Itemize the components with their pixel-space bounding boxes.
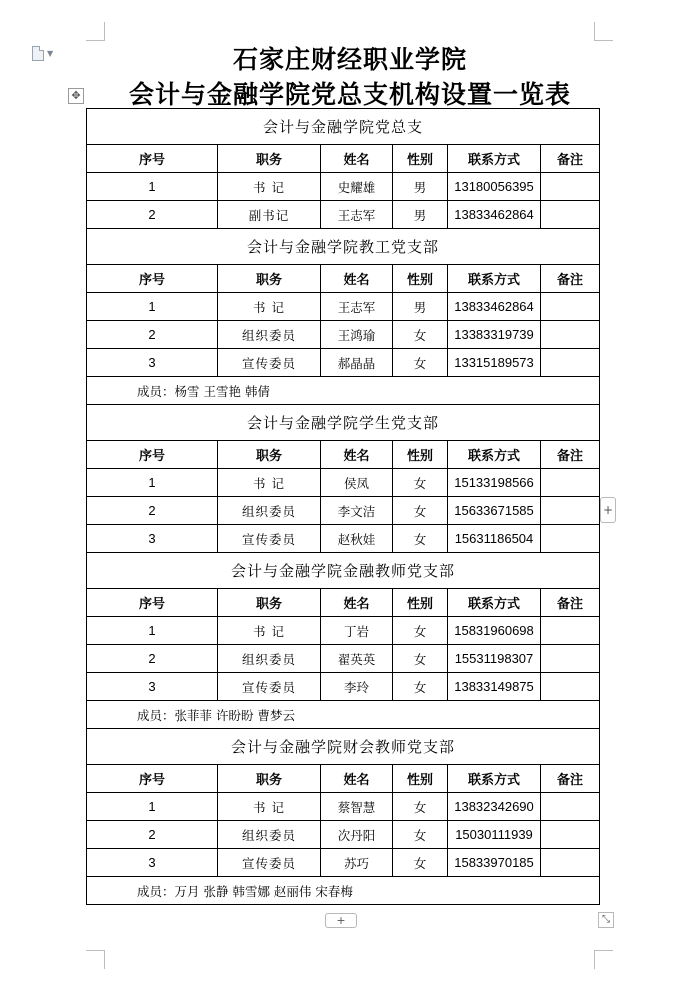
table-row xyxy=(87,321,600,349)
cell-index[interactable]: 3 xyxy=(87,349,218,377)
cell-name[interactable]: 蔡智慧 xyxy=(321,793,393,821)
cell-phone[interactable]: 15833970185 xyxy=(448,849,541,877)
cell-position[interactable]: 书 记 xyxy=(218,293,321,321)
header-position[interactable]: 职务 xyxy=(218,765,321,793)
header-index[interactable]: 序号 xyxy=(87,765,218,793)
cell-index[interactable]: 2 xyxy=(87,321,218,349)
page-corner-bottom-left xyxy=(86,950,105,969)
cell-gender[interactable]: 女 xyxy=(393,469,448,497)
cell-name[interactable]: 李玲 xyxy=(321,673,393,701)
cell-position[interactable]: 书 记 xyxy=(218,173,321,201)
cell-gender[interactable]: 女 xyxy=(393,497,448,525)
cell-gender[interactable]: 男 xyxy=(393,201,448,229)
section-title-row xyxy=(87,553,600,589)
cell-index[interactable]: 3 xyxy=(87,849,218,877)
cell-index[interactable]: 1 xyxy=(87,469,218,497)
table-row xyxy=(87,293,600,321)
section-title[interactable]: 会计与金融学院学生党支部 xyxy=(87,405,600,441)
section-title[interactable]: 会计与金融学院教工党支部 xyxy=(87,229,600,265)
header-name[interactable]: 姓名 xyxy=(321,589,393,617)
cell-note[interactable] xyxy=(541,173,600,201)
header-position[interactable]: 职务 xyxy=(218,441,321,469)
header-gender[interactable]: 性别 xyxy=(393,441,448,469)
table-move-handle-icon[interactable]: ✥ xyxy=(68,88,84,104)
cell-name[interactable]: 王志军 xyxy=(321,201,393,229)
table-resize-icon[interactable]: ⤡ xyxy=(598,912,614,928)
cell-phone[interactable]: 13833149875 xyxy=(448,673,541,701)
cell-note[interactable] xyxy=(541,793,600,821)
cell-phone[interactable]: 15030111939 xyxy=(448,821,541,849)
page-corner-bottom-right xyxy=(594,950,613,969)
cell-phone[interactable]: 15133198566 xyxy=(448,469,541,497)
cell-name[interactable]: 王志军 xyxy=(321,293,393,321)
cell-note[interactable] xyxy=(541,293,600,321)
cell-phone[interactable]: 13383319739 xyxy=(448,321,541,349)
cell-gender[interactable]: 女 xyxy=(393,321,448,349)
members-cell[interactable]: 成员：万月 张静 韩雪娜 赵丽伟 宋春梅 xyxy=(87,877,600,905)
members-cell[interactable]: 成员：张菲菲 许盼盼 曹梦云 xyxy=(87,701,600,729)
table-row xyxy=(87,821,600,849)
cell-phone[interactable]: 13180056395 xyxy=(448,173,541,201)
header-gender[interactable]: 性别 xyxy=(393,265,448,293)
header-phone[interactable]: 联系方式 xyxy=(448,441,541,469)
section-title[interactable]: 会计与金融学院金融教师党支部 xyxy=(87,553,600,589)
cell-index[interactable]: 3 xyxy=(87,525,218,553)
header-phone[interactable]: 联系方式 xyxy=(448,765,541,793)
header-row xyxy=(87,765,600,793)
header-index[interactable]: 序号 xyxy=(87,265,218,293)
cell-note[interactable] xyxy=(541,821,600,849)
members-row xyxy=(87,877,600,905)
cell-gender[interactable]: 女 xyxy=(393,349,448,377)
cell-position[interactable]: 组织委员 xyxy=(218,645,321,673)
cell-name[interactable]: 李文洁 xyxy=(321,497,393,525)
section-title-row xyxy=(87,405,600,441)
cell-gender[interactable]: 女 xyxy=(393,525,448,553)
header-index[interactable]: 序号 xyxy=(87,589,218,617)
header-index[interactable]: 序号 xyxy=(87,145,218,173)
header-phone[interactable]: 联系方式 xyxy=(448,265,541,293)
table-row xyxy=(87,349,600,377)
cell-gender[interactable]: 女 xyxy=(393,645,448,673)
table-row xyxy=(87,793,600,821)
cell-position[interactable]: 宣传委员 xyxy=(218,673,321,701)
cell-phone[interactable]: 15531198307 xyxy=(448,645,541,673)
cell-note[interactable] xyxy=(541,617,600,645)
cell-note[interactable] xyxy=(541,849,600,877)
table-row xyxy=(87,469,600,497)
cell-index[interactable]: 2 xyxy=(87,821,218,849)
cell-note[interactable] xyxy=(541,673,600,701)
header-index[interactable]: 序号 xyxy=(87,441,218,469)
page-corner-top-right xyxy=(594,22,613,41)
cell-note[interactable] xyxy=(541,201,600,229)
header-note[interactable]: 备注 xyxy=(541,765,600,793)
table-row xyxy=(87,173,600,201)
chevron-down-icon: ▼ xyxy=(47,49,54,58)
cell-name[interactable]: 史耀雄 xyxy=(321,173,393,201)
cell-gender[interactable]: 女 xyxy=(393,617,448,645)
header-row xyxy=(87,265,600,293)
cell-name[interactable]: 王鸿瑜 xyxy=(321,321,393,349)
cell-position[interactable]: 宣传委员 xyxy=(218,525,321,553)
cell-name[interactable]: 次丹阳 xyxy=(321,821,393,849)
cell-note[interactable] xyxy=(541,349,600,377)
cell-name[interactable]: 侯凤 xyxy=(321,469,393,497)
section-title-row xyxy=(87,229,600,265)
cell-position[interactable]: 组织委员 xyxy=(218,321,321,349)
members-row xyxy=(87,701,600,729)
table-row xyxy=(87,201,600,229)
cell-phone[interactable]: 15631186504 xyxy=(448,525,541,553)
org-table-body xyxy=(87,109,600,905)
header-position[interactable]: 职务 xyxy=(218,589,321,617)
header-gender[interactable]: 性别 xyxy=(393,589,448,617)
cell-phone[interactable]: 13315189573 xyxy=(448,349,541,377)
page-corner-top-left xyxy=(86,22,105,41)
cell-position[interactable]: 副书记 xyxy=(218,201,321,229)
header-name[interactable]: 姓名 xyxy=(321,765,393,793)
cell-note[interactable] xyxy=(541,321,600,349)
cell-gender[interactable]: 女 xyxy=(393,793,448,821)
cell-gender[interactable]: 女 xyxy=(393,849,448,877)
cell-phone[interactable]: 15831960698 xyxy=(448,617,541,645)
cell-phone[interactable]: 15633671585 xyxy=(448,497,541,525)
cell-index[interactable]: 1 xyxy=(87,293,218,321)
header-row xyxy=(87,441,600,469)
cell-position[interactable]: 宣传委员 xyxy=(218,349,321,377)
cell-name[interactable]: 郝晶晶 xyxy=(321,349,393,377)
cell-phone[interactable]: 13832342690 xyxy=(448,793,541,821)
table-row xyxy=(87,849,600,877)
header-note[interactable]: 备注 xyxy=(541,441,600,469)
header-name[interactable]: 姓名 xyxy=(321,265,393,293)
section-title-row xyxy=(87,109,600,145)
cell-name[interactable]: 赵秋娃 xyxy=(321,525,393,553)
header-note[interactable]: 备注 xyxy=(541,145,600,173)
add-column-button[interactable]: + xyxy=(600,497,616,523)
cell-position[interactable]: 宣传委员 xyxy=(218,849,321,877)
cell-index[interactable]: 1 xyxy=(87,617,218,645)
cell-note[interactable] xyxy=(541,469,600,497)
cell-gender[interactable]: 女 xyxy=(393,821,448,849)
cell-gender[interactable]: 男 xyxy=(393,173,448,201)
cell-note[interactable] xyxy=(541,645,600,673)
cell-phone[interactable]: 13833462864 xyxy=(448,201,541,229)
cell-position[interactable]: 书 记 xyxy=(218,469,321,497)
cell-index[interactable]: 2 xyxy=(87,645,218,673)
header-note[interactable]: 备注 xyxy=(541,589,600,617)
table-row xyxy=(87,617,600,645)
cell-phone[interactable]: 13833462864 xyxy=(448,293,541,321)
cell-note[interactable] xyxy=(541,497,600,525)
page-subtitle: 会计与金融学院党总支机构设置一览表 xyxy=(128,80,571,109)
cell-index[interactable]: 1 xyxy=(87,793,218,821)
cell-position[interactable]: 书 记 xyxy=(218,617,321,645)
cell-name[interactable]: 翟英英 xyxy=(321,645,393,673)
section-title[interactable]: 会计与金融学院党总支 xyxy=(87,109,600,145)
members-cell[interactable]: 成员：杨雪 王雪艳 韩倩 xyxy=(87,377,600,405)
header-row xyxy=(87,589,600,617)
header-name[interactable]: 姓名 xyxy=(321,145,393,173)
table-row xyxy=(87,645,600,673)
cell-gender[interactable]: 男 xyxy=(393,293,448,321)
header-note[interactable]: 备注 xyxy=(541,265,600,293)
cell-index[interactable]: 3 xyxy=(87,673,218,701)
table-row xyxy=(87,673,600,701)
cell-index[interactable]: 2 xyxy=(87,201,218,229)
header-gender[interactable]: 性别 xyxy=(393,765,448,793)
cell-name[interactable]: 苏巧 xyxy=(321,849,393,877)
cell-position[interactable]: 组织委员 xyxy=(218,821,321,849)
table-row xyxy=(87,497,600,525)
org-table xyxy=(86,108,600,905)
cell-index[interactable]: 1 xyxy=(87,173,218,201)
cell-note[interactable] xyxy=(541,525,600,553)
table-row xyxy=(87,525,600,553)
header-phone[interactable]: 联系方式 xyxy=(448,589,541,617)
header-position[interactable]: 职务 xyxy=(218,145,321,173)
header-row xyxy=(87,145,600,173)
header-gender[interactable]: 性别 xyxy=(393,145,448,173)
header-position[interactable]: 职务 xyxy=(218,265,321,293)
cell-gender[interactable]: 女 xyxy=(393,673,448,701)
cell-position[interactable]: 书 记 xyxy=(218,793,321,821)
section-title-row xyxy=(87,729,600,765)
cell-name[interactable]: 丁岩 xyxy=(321,617,393,645)
header-name[interactable]: 姓名 xyxy=(321,441,393,469)
members-row xyxy=(87,377,600,405)
page-title: 石家庄财经职业学院 xyxy=(232,45,467,74)
header-phone[interactable]: 联系方式 xyxy=(448,145,541,173)
cell-position[interactable]: 组织委员 xyxy=(218,497,321,525)
section-title[interactable]: 会计与金融学院财会教师党支部 xyxy=(87,729,600,765)
add-row-button[interactable]: + xyxy=(325,913,357,928)
cell-index[interactable]: 2 xyxy=(87,497,218,525)
